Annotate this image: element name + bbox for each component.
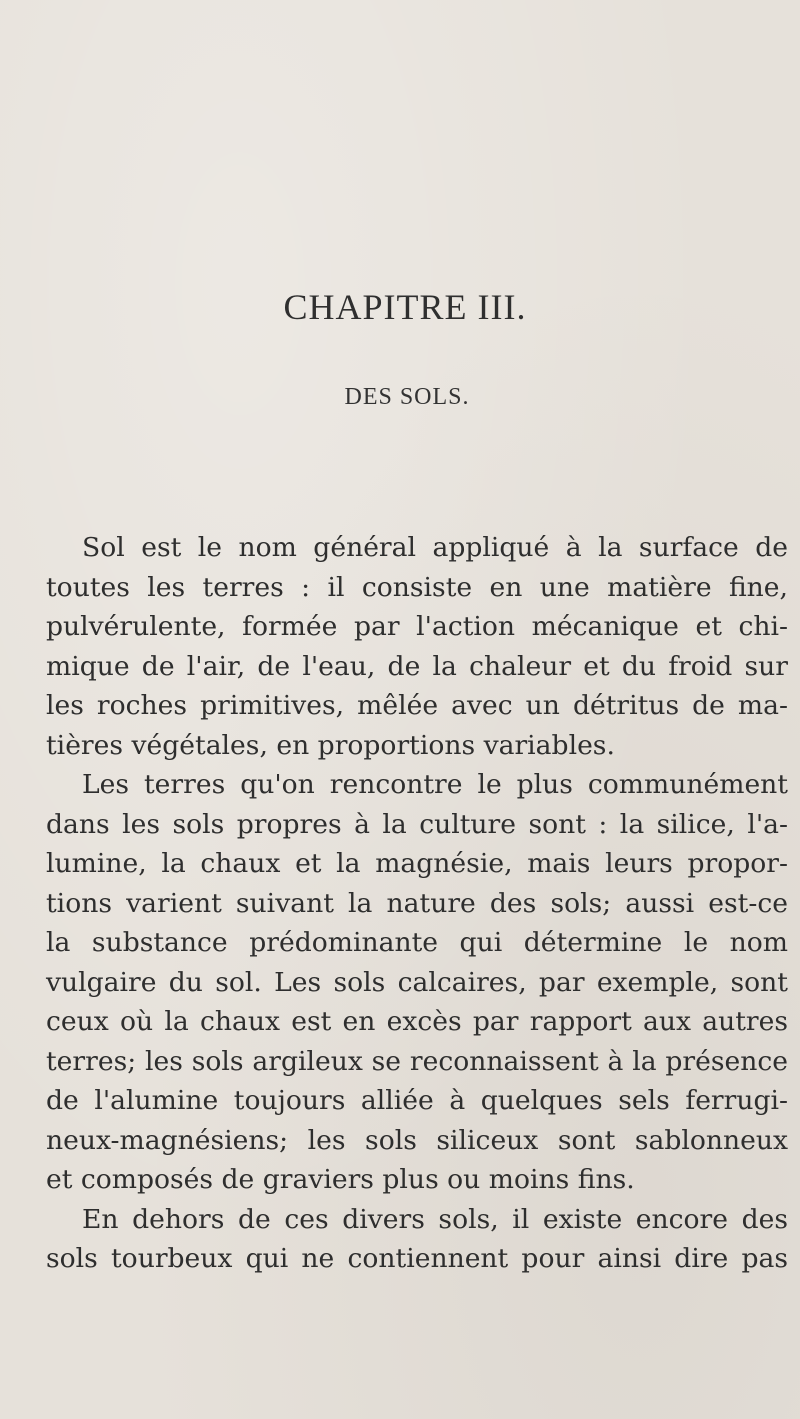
text-line: dans les sols propres à la culture sont : la silice, l'a-: [46, 808, 788, 840]
text-line: toutes les terres : il consiste en une matière fine,: [46, 571, 788, 603]
text-line: ceux où la chaux est en excès par rapport aux autres: [46, 1006, 788, 1037]
chapter-title: CHAPITRE III.: [283, 287, 527, 327]
text-line: Les terres qu'on rencontre le plus communément: [82, 769, 788, 800]
text-line: vulgaire du sol. Les sols calcaires, par exemple, sont: [46, 966, 788, 998]
section-title: DES SOLS.: [344, 384, 470, 410]
text-line: terres; les sols argileux se reconnaissent à la présence: [46, 1045, 788, 1077]
text-line: Sol est le nom général appliqué à la surface de: [82, 532, 788, 563]
text-line: tières végétales, en proportions variables.: [46, 729, 615, 761]
text-line: la substance prédominante qui détermine le nom: [46, 927, 788, 958]
text-line: de l'alumine toujours alliée à quelques sels ferrugi-: [46, 1085, 788, 1116]
text-line: et composés de graviers plus ou moins fins.: [46, 1164, 635, 1195]
text-line: lumine, la chaux et la magnésie, mais leurs propor-: [46, 848, 788, 879]
text-line: sols tourbeux qui ne contiennent pour ainsi dire pas: [46, 1243, 788, 1274]
text-line: les roches primitives, mêlée avec un détritus de ma-: [46, 690, 788, 721]
text-line: pulvérulente, formée par l'action mécanique et chi-: [46, 611, 788, 642]
text-line: neux-magnésiens; les sols siliceux sont sablonneux: [46, 1124, 788, 1156]
text-line: En dehors de ces divers sols, il existe encore des: [82, 1203, 788, 1235]
text-line: mique de l'air, de l'eau, de la chaleur et du froid sur: [46, 650, 788, 682]
body-text: [46, 528, 788, 1279]
text-line: tions varient suivant la nature des sols; aussi est-ce: [46, 887, 788, 919]
